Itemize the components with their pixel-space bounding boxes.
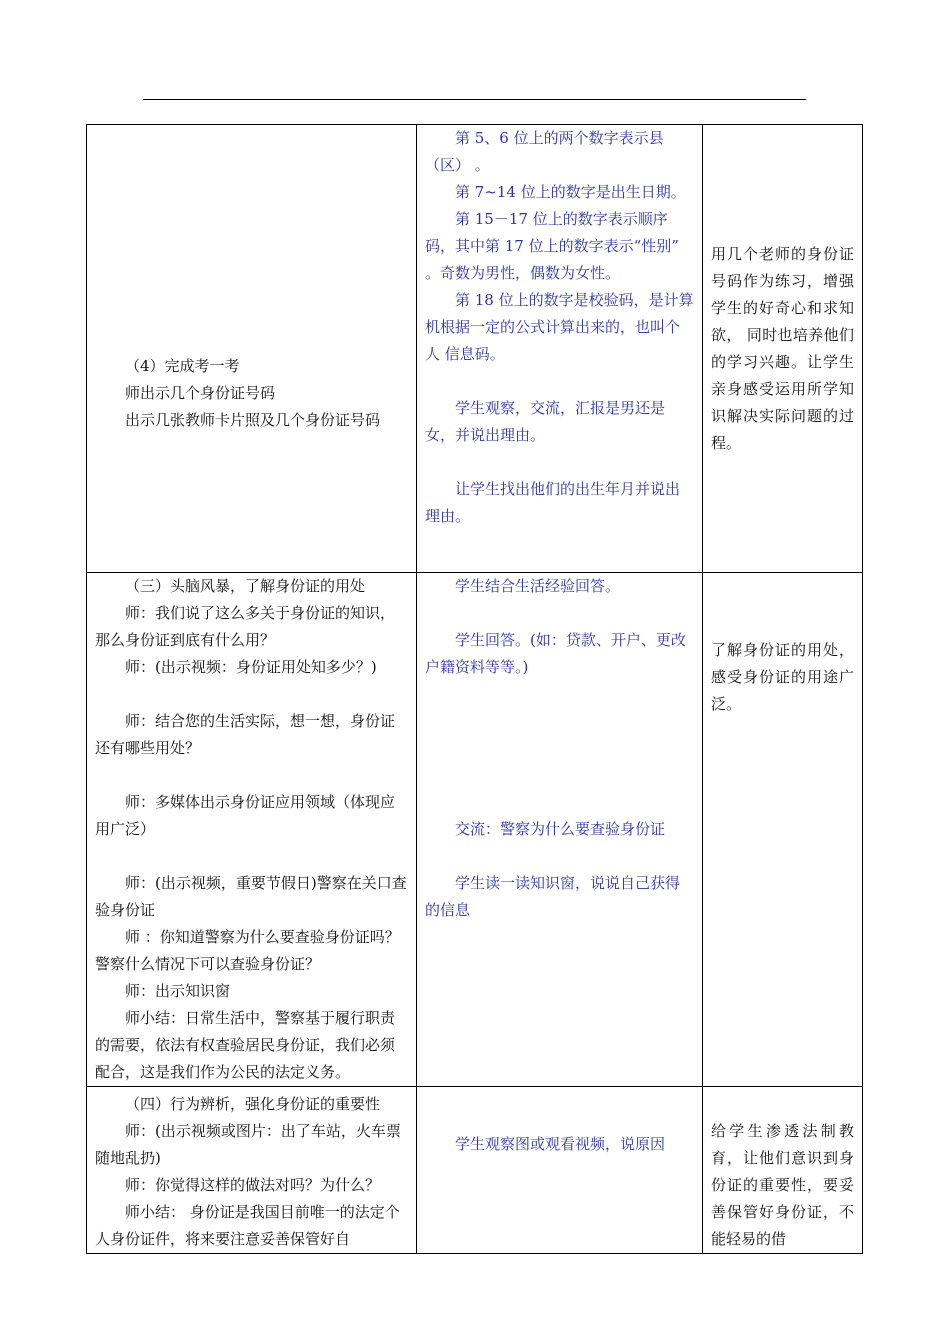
teacher-line: （四）行为辨析，强化身份证的重要性 <box>125 1095 381 1113</box>
table-row <box>87 573 863 1087</box>
student-line: 第 15－17 位上的数字表示顺序码，其中第 17 位上的数字表示“性别” 。奇数为男性，偶数为女性。 <box>425 210 679 282</box>
design-intent-text: 给学生渗透法制教育，让他们意识到身份证的重要性，要妥善保管好身份证，不能轻易的借 <box>711 1122 854 1248</box>
teacher-line: （三）头脑风暴，了解身份证的用处 <box>125 577 366 595</box>
teacher-line: （4）完成考一考 <box>125 357 240 375</box>
teacher-line: 师：(出示视频或图片：出了车站，火车票随地乱扔) <box>95 1122 401 1167</box>
student-line: 学生观察，交流，汇报是男还是女，并说出理由。 <box>425 399 666 444</box>
design-intent-cell <box>703 1087 863 1254</box>
teacher-activity-cell <box>87 1087 417 1254</box>
teacher-line: 师：你觉得这样的做法对吗？为什么？ <box>125 1176 381 1194</box>
lesson-plan-table <box>86 124 863 1254</box>
student-line: 第 5、6 位上的两个数字表示县（区） 。 <box>425 129 664 174</box>
design-intent-cell <box>703 573 863 1087</box>
teacher-line: 师：(出示视频，重要节假日)警察在关口查验身份证 <box>95 874 407 919</box>
student-line: 学生结合生活经验回答。 <box>455 577 621 595</box>
student-activity-cell <box>417 573 703 1087</box>
teacher-line: 出示几张教师卡片照及几个身份证号码 <box>125 411 381 429</box>
student-line: 让学生找出他们的出生年月并说出 理由。 <box>425 480 681 525</box>
teacher-line: 师 ：你知道警察为什么要查验身份证吗？警察什么情况下可以查验身份证？ <box>95 928 400 973</box>
student-line: 交流：警察为什么要查验身份证 <box>455 820 666 838</box>
teacher-line: 师小结： 身份证是我国目前唯一的法定个人身份证件，将来要注意妥善保管好自 <box>95 1203 400 1248</box>
design-intent-cell <box>703 125 863 573</box>
design-intent-text: 了解身份证的用处，感受身份证的用途广泛。 <box>711 641 854 713</box>
teacher-line: 师：多媒体出示身份证应用领域（体现应用广泛） <box>95 793 396 838</box>
teacher-line: 师：我们说了这么多关于身份证的知识，那么身份证到底有什么用？ <box>95 604 396 649</box>
student-line: 学生观察图或观看视频，说原因 <box>455 1135 666 1153</box>
teacher-activity-cell <box>87 125 417 573</box>
student-line: 第 18 位上的数字是校验码，是计算机根据一定的公式计算出来的，也叫个人 信息码。 <box>425 291 694 363</box>
student-activity-cell <box>417 125 703 573</box>
teacher-activity-cell <box>87 573 417 1087</box>
student-activity-cell <box>417 1087 703 1254</box>
teacher-line: 师小结：日常生活中，警察基于履行职责的需要，依法有权查验居民身份证，我们必须配合，这是我们作为公民的法定义务。 <box>95 1009 396 1081</box>
teacher-line: 师：(出示视频：身份证用处知多少？) <box>125 658 377 676</box>
student-line: 学生读一读知识窗，说说自己获得的信息 <box>425 874 681 919</box>
student-line: 第 7~14 位上的数字是出生日期。 <box>455 183 686 201</box>
student-line: 学生回答。(如：贷款、开户、更改户籍资料等等。) <box>425 631 686 676</box>
teacher-line: 师：出示知识窗 <box>125 982 231 1000</box>
teacher-line: 师出示几个身份证号码 <box>125 384 276 402</box>
header-rule <box>143 99 806 100</box>
table-row <box>87 1087 863 1254</box>
teacher-line: 师：结合您的生活实际，想一想，身份证还有哪些用处？ <box>95 712 396 757</box>
table-row <box>87 125 863 573</box>
design-intent-text: 用几个老师的身份证号码作为练习，增强学生的好奇心和求知欲， 同时也培养他们的学习兴趣。让学生亲身感受运用所学知识解决实际问题的过程。 <box>711 244 854 452</box>
